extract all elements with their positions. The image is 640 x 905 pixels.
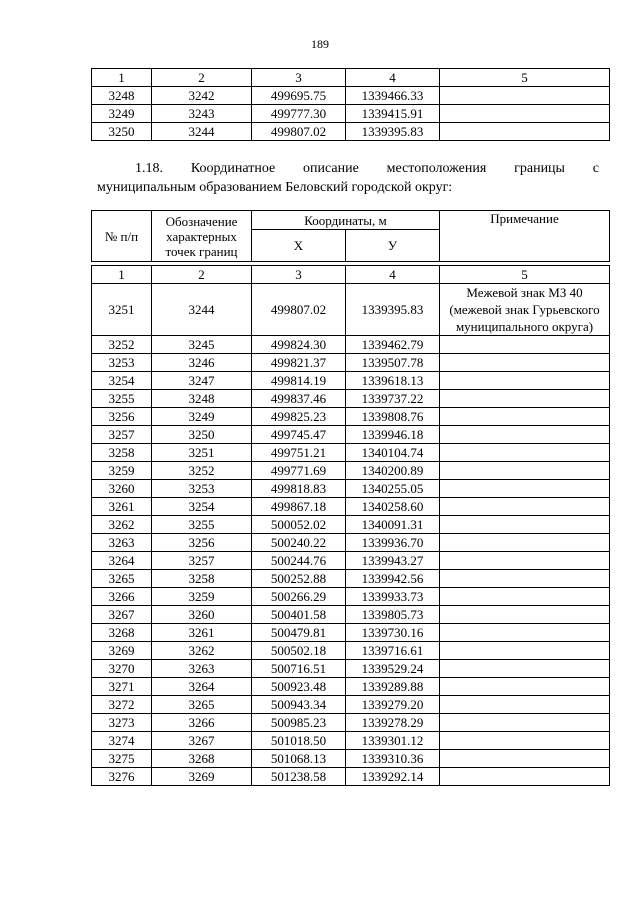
- x-cell: 499837.46: [252, 390, 346, 408]
- continued-table-body: [92, 69, 610, 141]
- table-row: [92, 696, 610, 714]
- row-number-cell: 3260: [92, 480, 152, 498]
- y-cell: 1340200.89: [346, 462, 440, 480]
- x-cell: 500252.88: [252, 570, 346, 588]
- x-cell: 500401.58: [252, 606, 346, 624]
- table-row: [92, 570, 610, 588]
- table-row: [92, 426, 610, 444]
- table-row: [92, 480, 610, 498]
- column-number-cell: 1: [92, 266, 152, 284]
- y-cell: 1339618.13: [346, 372, 440, 390]
- note-cell: [440, 624, 610, 642]
- y-cell: 1339289.88: [346, 678, 440, 696]
- header-note: Примечание: [440, 211, 610, 262]
- point-cell: 3267: [152, 732, 252, 750]
- column-number-row: [92, 266, 610, 284]
- note-cell: [440, 570, 610, 588]
- y-cell: 1339716.61: [346, 642, 440, 660]
- row-number-cell: 3276: [92, 768, 152, 786]
- note-cell: [440, 480, 610, 498]
- x-cell: 500716.51: [252, 660, 346, 678]
- table-row: [92, 516, 610, 534]
- table-row: [92, 678, 610, 696]
- y-cell: 1339943.27: [346, 552, 440, 570]
- note-cell: [440, 516, 610, 534]
- point-cell: 3250: [152, 426, 252, 444]
- x-cell: 499825.23: [252, 408, 346, 426]
- y-cell: 1339279.20: [346, 696, 440, 714]
- column-number-row: [92, 69, 610, 87]
- point-cell: 3247: [152, 372, 252, 390]
- x-cell: 500240.22: [252, 534, 346, 552]
- table-row: [92, 87, 610, 105]
- y-cell: 1339936.70: [346, 534, 440, 552]
- point-cell: 3262: [152, 642, 252, 660]
- coordinates-table: [91, 265, 610, 786]
- x-cell: 499695.75: [252, 87, 346, 105]
- continued-coordinates-table: [91, 68, 610, 141]
- note-cell: [440, 732, 610, 750]
- point-cell: 3260: [152, 606, 252, 624]
- row-number-cell: 3266: [92, 588, 152, 606]
- row-number-cell: 3258: [92, 444, 152, 462]
- point-cell: 3253: [152, 480, 252, 498]
- table-row: [92, 408, 610, 426]
- point-cell: 3246: [152, 354, 252, 372]
- y-cell: 1339529.24: [346, 660, 440, 678]
- y-cell: 1339466.33: [346, 87, 440, 105]
- table-row: [92, 444, 610, 462]
- y-cell: 1339310.36: [346, 750, 440, 768]
- point-cell: 3266: [152, 714, 252, 732]
- row-number-cell: 3268: [92, 624, 152, 642]
- x-cell: 500052.02: [252, 516, 346, 534]
- table-row: [92, 123, 610, 141]
- point-cell: 3243: [152, 105, 252, 123]
- x-cell: 500479.81: [252, 624, 346, 642]
- point-cell: 3245: [152, 336, 252, 354]
- point-cell: 3263: [152, 660, 252, 678]
- header-num: № п/п: [92, 211, 152, 262]
- column-number-cell: 5: [440, 69, 610, 87]
- table-row: [92, 642, 610, 660]
- y-cell: 1340255.05: [346, 480, 440, 498]
- point-cell: 3256: [152, 534, 252, 552]
- note-cell: [440, 552, 610, 570]
- row-number-cell: 3270: [92, 660, 152, 678]
- note-cell: [440, 660, 610, 678]
- table-row: [92, 498, 610, 516]
- header-designation: Обозначение характерных точек границ: [152, 211, 252, 262]
- table-row: [92, 390, 610, 408]
- row-number-cell: 3274: [92, 732, 152, 750]
- y-cell: 1339808.76: [346, 408, 440, 426]
- row-number-cell: 3257: [92, 426, 152, 444]
- y-cell: 1339395.83: [346, 123, 440, 141]
- y-cell: 1339730.16: [346, 624, 440, 642]
- x-cell: 500266.29: [252, 588, 346, 606]
- table-row: [92, 606, 610, 624]
- y-cell: 1340091.31: [346, 516, 440, 534]
- row-number-cell: 3249: [92, 105, 152, 123]
- y-cell: 1340258.60: [346, 498, 440, 516]
- note-cell: [440, 714, 610, 732]
- row-number-cell: 3253: [92, 354, 152, 372]
- y-cell: 1339737.22: [346, 390, 440, 408]
- point-cell: 3251: [152, 444, 252, 462]
- row-number-cell: 3261: [92, 498, 152, 516]
- note-cell: [440, 768, 610, 786]
- row-number-cell: 3256: [92, 408, 152, 426]
- table-row: [92, 714, 610, 732]
- point-cell: 3258: [152, 570, 252, 588]
- note-cell: [440, 750, 610, 768]
- point-cell: 3249: [152, 408, 252, 426]
- note-cell: [440, 534, 610, 552]
- note-cell: [440, 444, 610, 462]
- coordinates-table-header: [91, 210, 610, 262]
- point-cell: 3264: [152, 678, 252, 696]
- y-cell: 1339507.78: [346, 354, 440, 372]
- x-cell: 499824.30: [252, 336, 346, 354]
- note-cell: [440, 408, 610, 426]
- note-cell: [440, 588, 610, 606]
- note-cell: [440, 678, 610, 696]
- note-cell: [440, 123, 610, 141]
- x-cell: 500985.23: [252, 714, 346, 732]
- section-heading-line1: 1.18. Координатное описание местоположения границы с: [135, 161, 599, 176]
- point-cell: 3261: [152, 624, 252, 642]
- row-number-cell: 3252: [92, 336, 152, 354]
- x-cell: 500502.18: [252, 642, 346, 660]
- row-number-cell: 3269: [92, 642, 152, 660]
- note-cell: [440, 606, 610, 624]
- y-cell: 1339301.12: [346, 732, 440, 750]
- x-cell: 499814.19: [252, 372, 346, 390]
- y-cell: 1339278.29: [346, 714, 440, 732]
- row-number-cell: 3248: [92, 87, 152, 105]
- table-row: [92, 732, 610, 750]
- point-cell: 3255: [152, 516, 252, 534]
- column-number-cell: 4: [346, 69, 440, 87]
- row-number-cell: 3262: [92, 516, 152, 534]
- note-cell: [440, 354, 610, 372]
- x-cell: 499818.83: [252, 480, 346, 498]
- x-cell: 501068.13: [252, 750, 346, 768]
- table-row: [92, 624, 610, 642]
- x-cell: 500923.48: [252, 678, 346, 696]
- y-cell: 1339415.91: [346, 105, 440, 123]
- x-cell: 499745.47: [252, 426, 346, 444]
- row-number-cell: 3271: [92, 678, 152, 696]
- column-number-cell: 2: [152, 69, 252, 87]
- table-row: [92, 105, 610, 123]
- x-cell: 501018.50: [252, 732, 346, 750]
- note-cell: [440, 462, 610, 480]
- row-number-cell: 3251: [92, 284, 152, 336]
- column-number-cell: 5: [440, 266, 610, 284]
- note-cell: [440, 642, 610, 660]
- note-cell: [440, 696, 610, 714]
- header-y: У: [346, 230, 440, 262]
- row-number-cell: 3267: [92, 606, 152, 624]
- point-cell: 3248: [152, 390, 252, 408]
- point-cell: 3244: [152, 284, 252, 336]
- point-cell: 3268: [152, 750, 252, 768]
- point-cell: 3265: [152, 696, 252, 714]
- x-cell: 499807.02: [252, 123, 346, 141]
- row-number-cell: 3264: [92, 552, 152, 570]
- table-row: [92, 284, 610, 336]
- point-cell: 3269: [152, 768, 252, 786]
- table-row: [92, 372, 610, 390]
- table-row: [92, 750, 610, 768]
- x-cell: 499867.18: [252, 498, 346, 516]
- point-cell: 3242: [152, 87, 252, 105]
- note-cell: [440, 336, 610, 354]
- section-heading: [97, 159, 599, 197]
- x-cell: 499771.69: [252, 462, 346, 480]
- y-cell: 1339462.79: [346, 336, 440, 354]
- y-cell: 1339395.83: [346, 284, 440, 336]
- row-number-cell: 3255: [92, 390, 152, 408]
- table-row: [92, 534, 610, 552]
- y-cell: 1340104.74: [346, 444, 440, 462]
- note-cell: [440, 105, 610, 123]
- row-number-cell: 3275: [92, 750, 152, 768]
- x-cell: 500244.76: [252, 552, 346, 570]
- y-cell: 1339933.73: [346, 588, 440, 606]
- table-row: [92, 588, 610, 606]
- x-cell: 499751.21: [252, 444, 346, 462]
- row-number-cell: 3272: [92, 696, 152, 714]
- row-number-cell: 3250: [92, 123, 152, 141]
- point-cell: 3244: [152, 123, 252, 141]
- x-cell: 499807.02: [252, 284, 346, 336]
- note-cell: [440, 390, 610, 408]
- table-row: [92, 462, 610, 480]
- table-row: [92, 354, 610, 372]
- x-cell: 499821.37: [252, 354, 346, 372]
- y-cell: 1339805.73: [346, 606, 440, 624]
- row-number-cell: 3259: [92, 462, 152, 480]
- note-cell: [440, 498, 610, 516]
- row-number-cell: 3273: [92, 714, 152, 732]
- row-number-cell: 3263: [92, 534, 152, 552]
- note-cell: [440, 87, 610, 105]
- point-cell: 3254: [152, 498, 252, 516]
- section-heading-line2: муниципальным образованием Беловский городской округ:: [97, 180, 453, 195]
- note-cell: [440, 426, 610, 444]
- y-cell: 1339292.14: [346, 768, 440, 786]
- column-number-cell: 3: [252, 69, 346, 87]
- y-cell: 1339946.18: [346, 426, 440, 444]
- point-cell: 3252: [152, 462, 252, 480]
- table-row: [92, 768, 610, 786]
- column-number-cell: 1: [92, 69, 152, 87]
- row-number-cell: 3265: [92, 570, 152, 588]
- column-number-cell: 2: [152, 266, 252, 284]
- x-cell: 499777.30: [252, 105, 346, 123]
- header-x: Х: [252, 230, 346, 262]
- note-cell: [440, 372, 610, 390]
- table-row: [92, 660, 610, 678]
- x-cell: 501238.58: [252, 768, 346, 786]
- column-number-cell: 4: [346, 266, 440, 284]
- page-number: 189: [311, 37, 329, 51]
- coordinates-table-body: [92, 266, 610, 786]
- column-number-cell: 3: [252, 266, 346, 284]
- x-cell: 500943.34: [252, 696, 346, 714]
- note-cell: Межевой знак МЗ 40 (межевой знак Гурьевского муниципального округа): [440, 284, 610, 336]
- point-cell: 3259: [152, 588, 252, 606]
- point-cell: 3257: [152, 552, 252, 570]
- row-number-cell: 3254: [92, 372, 152, 390]
- table-row: [92, 336, 610, 354]
- y-cell: 1339942.56: [346, 570, 440, 588]
- table-row: [92, 552, 610, 570]
- header-coordinates: Координаты, м: [252, 211, 440, 230]
